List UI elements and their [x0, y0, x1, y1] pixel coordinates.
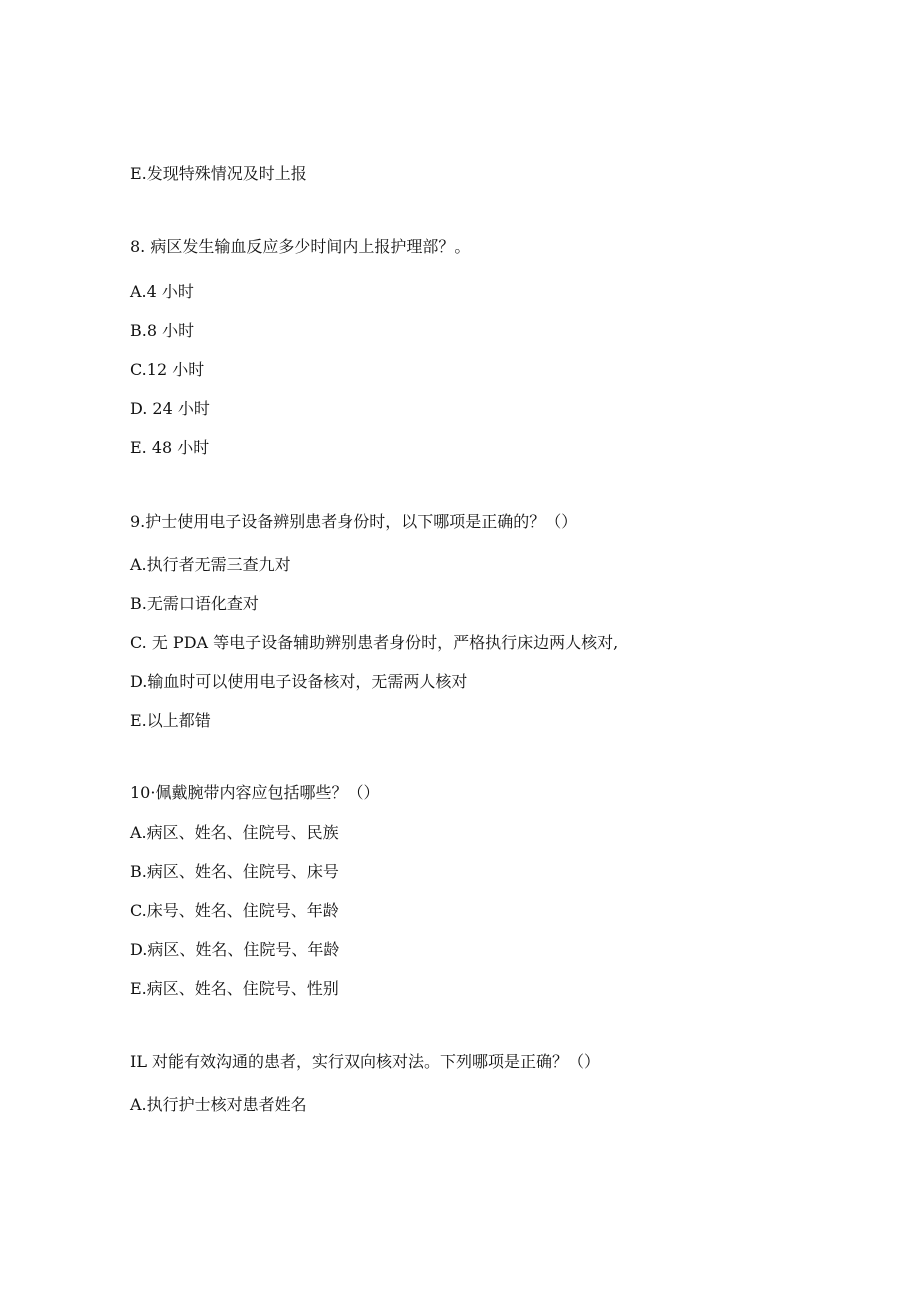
q8-option-c: C.12 小时: [130, 360, 205, 379]
q9-option-e: E.以上都错: [130, 711, 211, 730]
q10-option-b: B.病区、姓名、住院号、床号: [130, 862, 339, 881]
q8-title: 8. 病区发生输血反应多少时间内上报护理部？。: [130, 237, 471, 256]
q11-option-a: A.执行护士核对患者姓名: [130, 1095, 307, 1114]
q10-option-a: A.病区、姓名、住院号、民族: [130, 823, 339, 842]
q11-title: IL 对能有效沟通的患者，实行双向核对法。下列哪项是正确？（）: [130, 1052, 601, 1071]
q8-option-d: D. 24 小时: [130, 399, 210, 418]
q10-option-c: C.床号、姓名、住院号、年龄: [130, 901, 339, 920]
q8-option-e: E. 48 小时: [130, 438, 210, 457]
q10-option-e: E.病区、姓名、住院号、性别: [130, 979, 339, 998]
q9-option-d: D.输血时可以使用电子设备核对，无需两人核对: [130, 672, 468, 691]
q9-option-b: B.无需口语化查对: [130, 594, 259, 613]
q8-option-b: B.8 小时: [130, 321, 195, 340]
q7-option-e: E.发现特殊情况及时上报: [130, 164, 307, 183]
q9-option-c: C. 无 PDA 等电子设备辅助辨别患者身份时，严格执行床边两人核对,: [130, 633, 619, 652]
q9-option-a: A.执行者无需三查九对: [130, 555, 291, 574]
q8-option-a: A.4 小时: [130, 282, 194, 301]
q10-title: 10·佩戴腕带内容应包括哪些？（）: [130, 783, 380, 802]
q9-title: 9.护士使用电子设备辨别患者身份时，以下哪项是正确的？（）: [130, 512, 578, 531]
q10-option-d: D.病区、姓名、住院号、年龄: [130, 940, 340, 959]
